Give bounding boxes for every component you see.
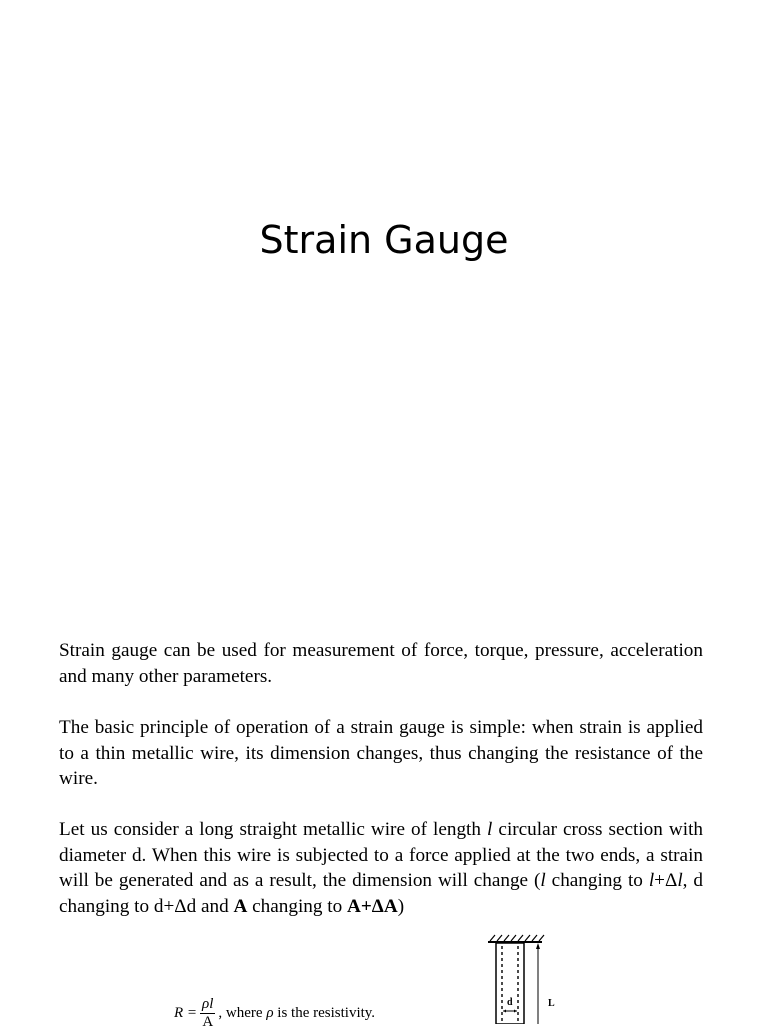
formula-lhs: R = — [174, 1004, 198, 1021]
length-arrowhead — [536, 943, 540, 949]
p3-text-e: , d changing to d+Δd and — [59, 870, 703, 917]
label-d: d — [507, 997, 513, 1008]
formula-tail: is the resistivity. — [277, 1004, 376, 1021]
support-hatching — [490, 935, 544, 941]
paragraph-applications: Strain gauge can be used for measurement of force, torque, pressure, acceleration and many other parameters. — [59, 640, 703, 687]
formula-fraction — [200, 996, 215, 1031]
formula-suffix: , where — [218, 1004, 263, 1021]
p3-text-b: circular cross section with diameter d. When this wire is subjected to a force applied at the two ends, a strain will be generated and as a result, the dimension will change ( — [59, 819, 704, 891]
resistance-formula — [174, 996, 375, 1031]
p3-text-g: ) — [397, 895, 405, 917]
page-title: Strain Gauge — [259, 218, 509, 262]
p3-text-a: Let us consider a long straight metallic wire of length — [59, 819, 481, 840]
label-L: L — [548, 998, 555, 1009]
wire-diagram — [486, 934, 566, 1024]
diameter-arrowhead-right — [514, 1010, 517, 1013]
var-A-delta: A+ΔA — [347, 895, 398, 917]
var-l: l — [648, 870, 655, 891]
formula-denominator: A — [202, 1014, 214, 1030]
var-A: A — [233, 895, 248, 917]
formula-numerator: ρl — [202, 996, 214, 1012]
var-l: l — [540, 870, 546, 891]
paragraph-wire — [59, 817, 703, 919]
var-l: l — [677, 870, 683, 891]
wire-diagram-svg — [486, 934, 566, 1024]
var-l: l — [487, 819, 493, 840]
p3-text-c: changing to — [551, 870, 643, 891]
paragraph-principle: The basic principle of operation of a strain gauge is simple: when strain is applied to a thin metallic wire, its dimension changes, thus changing the resistance of the wire. — [59, 717, 703, 789]
p3-text-f: changing to — [252, 895, 343, 917]
wire-body — [496, 943, 524, 1024]
p3-text-d: +Δ — [654, 870, 678, 891]
formula-rho: ρ — [266, 1004, 274, 1021]
diameter-arrowhead-left — [503, 1010, 506, 1013]
